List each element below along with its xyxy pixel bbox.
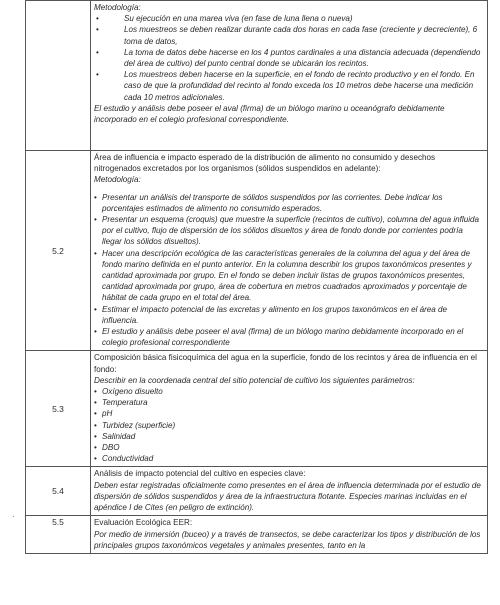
bullet-icon: • [94, 387, 97, 397]
bullet-icon: • [94, 431, 97, 441]
bullet-icon: • [94, 192, 97, 202]
list-item: • Los muestreos deben hacerse en la superficie, en el fondo de recinto productivo y en el fondo. En caso de que la profundidad del recinto al fondo exceda los 10 metros debe hacerse una medición cada 10 metros adicionales. [96, 70, 475, 102]
list-item: • Presentar un esquema (croquis) que muestre la superficie (recintos de cultivo), columna del agua influida por el cultivo, flujo de dispersión de los sólidos disueltos y área de fondo donde por corrientes podría llegar los sólidos disueltos). [94, 215, 480, 247]
table-row [26, 467, 488, 516]
closing-note: El estudio y análisis debe poseer el aval (firma) de un biólogo marino u oceanógrafo debidamente incorporado en el colegio profesional correspondiente. [94, 103, 445, 125]
row-number: 5.4 [26, 467, 91, 516]
list-item: • La toma de datos debe hacerse en los 4 puntos cardinales a una distancia adecuada (dependiendo del área de cultivo) del punto central donde se ubicarán los recintos. [96, 47, 481, 69]
table-row [26, 151, 488, 351]
row-lead: Análisis de impacto potencial del cultivo en especies clave: [94, 469, 306, 479]
list-item: • Su ejecución en una marea viva (en fase de luna llena o nueva) [96, 14, 353, 24]
list-item: • Turbidez (superficie) [94, 420, 176, 430]
bullet-icon: • [94, 248, 97, 258]
row-content [91, 467, 488, 516]
table-row [26, 516, 488, 554]
row-number: 5.3 [26, 351, 91, 467]
bullet-icon: • [96, 14, 99, 24]
bullet-icon: • [94, 420, 97, 430]
row-content [91, 1, 488, 151]
list-item: • Temperatura [94, 398, 148, 408]
row-number: 5.5 [26, 516, 91, 554]
list-item: • Hacer una descripción ecológica de las características generales de la columna del agua y del área de fondo marino definida en el punto anterior. En la columna describir los grupos taxonómicos presentes y cantidad aproximada por grupo. En el fondo se deben incluir listas de grupos taxonómicos presentes, cantidad aproximada por grupo, área de cobertura en metros cuadrados aproximados y porcentaje de hábitat de cada grupo en el total del área. [94, 248, 472, 303]
methodology-subtitle: Metodología: [94, 175, 141, 185]
row-content [91, 516, 488, 554]
row-number [26, 1, 91, 151]
row-lead: Composición básica fisicoquímica del agua en la superficie, fondo de los recintos y área de influencia en el fondo: [94, 353, 477, 374]
methodology-subtitle: Metodología: [94, 3, 141, 12]
row-lead: Área de influencia e impacto esperado de la distribución de alimento no consumido y desechos nitrogenados excretados por los organismos (sólidos suspendidos en adelante): [94, 153, 436, 174]
requirements-table [25, 0, 488, 554]
list-item: • El estudio y análisis debe poseer el aval (firma) de un biólogo marino debidamente incorporado en el colegio profesional correspondiente [94, 327, 464, 348]
list-item: • Salinidad [94, 431, 136, 441]
bullet-icon: • [94, 304, 97, 314]
bullet-icon: • [94, 398, 97, 408]
parameters-intro: Describir en la coordenada central del sitio potencial de cultivo los siguientes parámetros: [94, 375, 415, 385]
list-item: • Conductividad [94, 454, 154, 464]
bullet-icon: • [94, 409, 97, 419]
bullet-icon: • [96, 70, 99, 80]
row-lead: Evaluación Ecológica EER: [94, 518, 193, 528]
list-item: • Oxígeno disuelto [94, 387, 163, 397]
table-row [26, 351, 488, 467]
bullet-icon: • [94, 454, 97, 464]
bullet-icon: • [94, 327, 97, 337]
row-body: Por medio de inmersión (buceo) y a través de transectos, se debe caracterizar los tipos y distribución de los principales grupos taxonómicos vegetales y animales presentes, tanto en la [94, 529, 481, 550]
row-content [91, 151, 488, 351]
row-body: Deben estar registradas oficialmente como presentes en el área de influencia determinada por el estudio de dispersión de sólidos suspendidos y área de la infraestructura flotante. Especies marinas incluidas en el apéndice I de Cites (en peligro de extinción). [94, 480, 481, 513]
row-number: 5.2 [26, 151, 91, 351]
row-content [91, 351, 488, 467]
list-item: • DBO [94, 443, 120, 453]
list-item: • Estimar el impacto potencial de las excretas y alimento en los grupos taxonómicos en el área de influencia. [94, 304, 448, 325]
list-item: • Presentar un análisis del transporte de sólidos suspendidos por las corrientes. Debe indicar los porcentajes estimados de alimento no consumido esperados. [94, 192, 443, 213]
bullet-icon: • [94, 443, 97, 453]
bullet-icon: • [96, 47, 99, 57]
table-row [26, 1, 488, 151]
list-item: • pH [94, 409, 113, 419]
list-item: • Los muestreos se deben realizar durante cada dos horas en cada fase (creciente y decreciente), 6 toma de datos, [96, 25, 478, 46]
bullet-icon: • [96, 25, 99, 35]
bullet-icon: • [94, 215, 97, 225]
margin-mark: · [12, 512, 15, 521]
